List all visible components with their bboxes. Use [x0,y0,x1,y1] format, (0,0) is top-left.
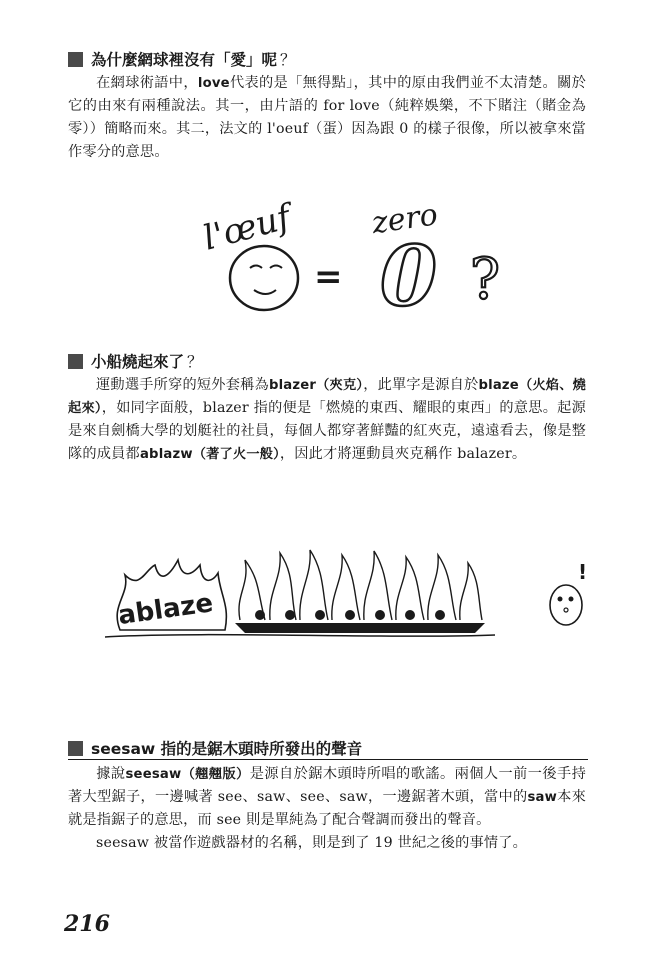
loeuf-text: l'œuf [198,197,295,259]
heading-text: 小船燒起來了 [91,353,185,371]
equals-sign: = [314,257,343,297]
question-mark-icon: ? [470,247,501,312]
boat-icon [235,623,485,633]
exclamation-mark: ! [578,560,588,584]
rowers-icon [255,610,445,620]
paragraph-blazer: 運動選手所穿的短外套稱為blazer（夾克），此單字是源自於blaze（火焰、燒起來），如同字面般，blazer 指的便是「燃燒的東西、耀眼的東西」的意思。起源是來自劍橋大學的划艇社的社員，每個人都穿著鮮豔的紅夾克，遠遠看去，像是整隊的成員都ablazw（著了火一般），因此才將運動員夾克稱作 balazer。 [68,377,586,462]
section-heading-love [68,48,588,70]
heading-square-icon [68,52,83,67]
heading-square-icon [68,354,83,369]
heading-question-mark: ？ [187,353,203,371]
section-heading-blazer [68,350,588,372]
paragraph-love: 在網球術語中，love代表的是「無得點」，其中的原由我們並不太清楚。關於它的由來有兩種說法。其一，由片語的 for love（純粹娛樂，不下賭注（賭金為零））簡略而來。其二，法文的 l'oeuf（蛋）因為跟 0 的樣子很像，所以被拿來當作零分的意思。 [68,75,586,160]
surprised-character-icon [550,585,582,625]
smiling-egg-icon [230,246,298,310]
flames-icon [239,550,482,620]
heading-text: 為什麼網球裡沒有「愛」呢 [91,51,278,69]
heading-question-mark: ？ [280,51,296,69]
illustration-ablaze [100,535,600,650]
heading-text: seesaw 指的是鋸木頭時所發出的聲音 [91,740,363,758]
heading-square-icon [68,741,83,756]
paragraph-seesaw: 據說seesaw（翹翹版）是源自於鋸木頭時所唱的歌謠。兩個人一前一後手持著大型鋸子，一邊喊著 see、saw、see、saw，一邊鋸著木頭，當中的saw本來就是指鋸子的意思，而 see 則是單純為了配合聲調而發出的聲音。 seesaw 被當作遊戲器材的名稱，則是到了 19 世紀之後的事情了。 [68,766,586,851]
page-number: 216 [64,911,110,937]
zero-glyph: 0 [380,229,438,320]
zero-text: zero [369,197,440,242]
section-heading-seesaw [68,737,588,760]
ablaze-text: ablaze [116,588,215,632]
water-line [105,635,495,637]
illustration-loeuf-zero [190,180,550,320]
